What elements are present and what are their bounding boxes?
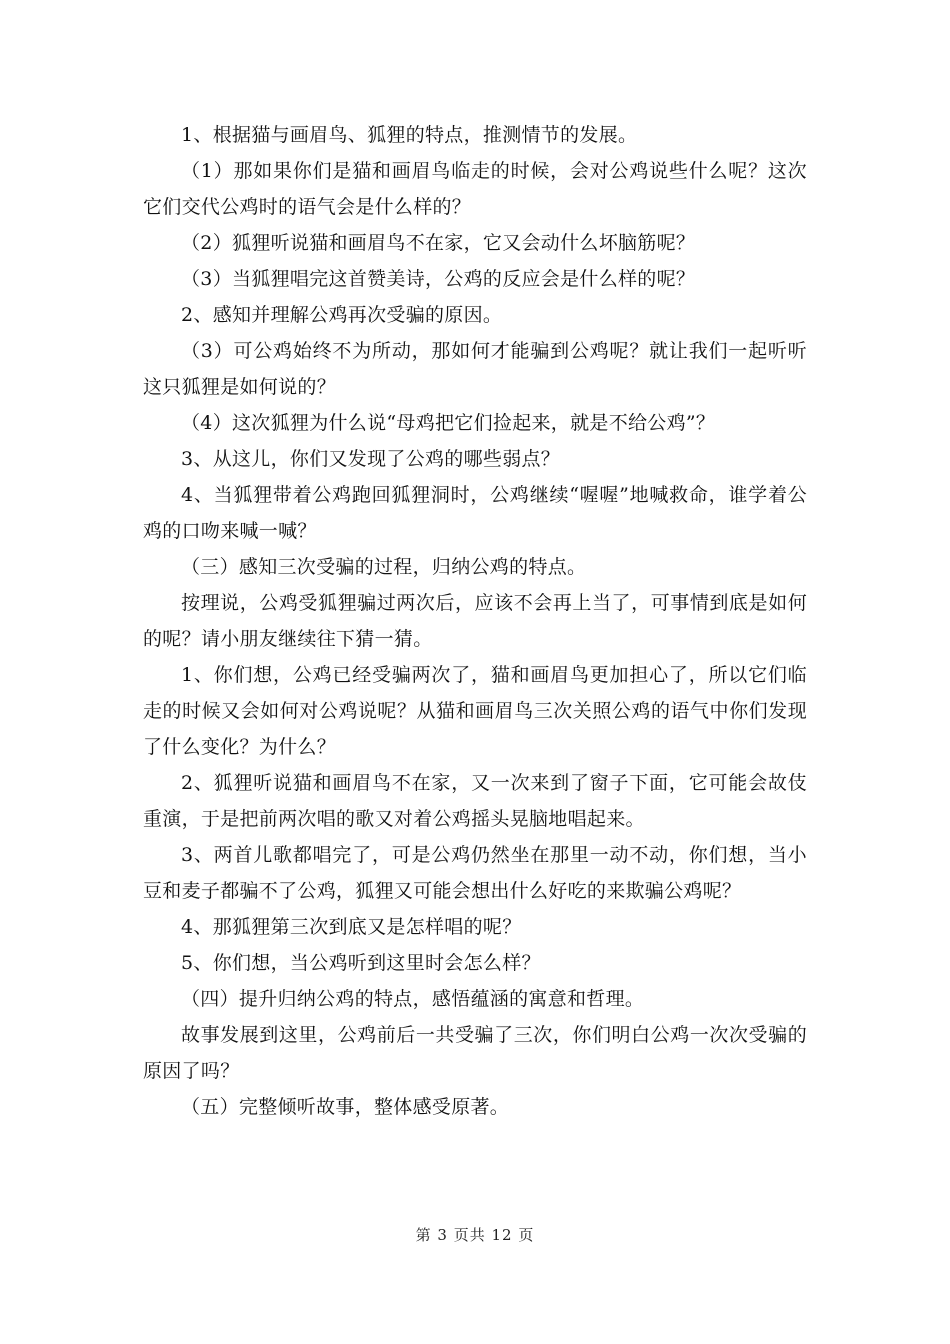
paragraph: 1、你们想，公鸡已经受骗两次了，猫和画眉鸟更加担心了，所以它们临走的时候又会如何对公鸡说呢？从猫和画眉鸟三次关照公鸡的语气中你们发现了什么变化？为什么？ <box>143 664 807 758</box>
paragraph: 5、你们想，当公鸡听到这里时会怎么样？ <box>181 952 541 974</box>
document-body <box>143 117 807 1125</box>
paragraph: （2）狐狸听说猫和画眉鸟不在家，它又会动什么坏脑筋呢？ <box>181 232 696 254</box>
paragraph: （三）感知三次受骗的过程，归纳公鸡的特点。 <box>181 556 587 578</box>
paragraph: 2、狐狸听说猫和画眉鸟不在家，又一次来到了窗子下面，它可能会故伎重演，于是把前两次唱的歌又对着公鸡摇头晃脑地唱起来。 <box>143 772 807 830</box>
paragraph: 4、当狐狸带着公鸡跑回狐狸洞时，公鸡继续“喔喔”地喊救命，谁学着公鸡的口吻来喊一喊？ <box>143 484 807 542</box>
paragraph: 1、根据猫与画眉鸟、狐狸的特点，推测情节的发展。 <box>181 124 638 146</box>
paragraph: 4、那狐狸第三次到底又是怎样唱的呢？ <box>181 916 522 938</box>
paragraph: 故事发展到这里，公鸡前后一共受骗了三次，你们明白公鸡一次次受骗的原因了吗？ <box>143 1024 807 1082</box>
paragraph: 3、两首儿歌都唱完了，可是公鸡仍然坐在那里一动不动，你们想，当小豆和麦子都骗不了公鸡，狐狸又可能会想出什么好吃的来欺骗公鸡呢？ <box>143 844 807 902</box>
paragraph: 按理说，公鸡受狐狸骗过两次后，应该不会再上当了，可事情到底是如何的呢？请小朋友继续往下猜一猜。 <box>143 592 807 650</box>
paragraph: （3）可公鸡始终不为所动，那如何才能骗到公鸡呢？就让我们一起听听这只狐狸是如何说的？ <box>143 340 807 398</box>
paragraph: （4）这次狐狸为什么说“母鸡把它们捡起来，就是不给公鸡”？ <box>181 412 716 434</box>
paragraph: 2、感知并理解公鸡再次受骗的原因。 <box>181 304 503 326</box>
paragraph: （五）完整倾听故事，整体感受原著。 <box>181 1096 510 1118</box>
paragraph: （3）当狐狸唱完这首赞美诗，公鸡的反应会是什么样的呢？ <box>181 268 696 290</box>
paragraph: （四）提升归纳公鸡的特点，感悟蕴涵的寓意和哲理。 <box>181 988 645 1010</box>
paragraph: （1）那如果你们是猫和画眉鸟临走的时候，会对公鸡说些什么呢？这次它们交代公鸡时的语气会是什么样的？ <box>143 160 807 218</box>
page-number-footer: 第 3 页共 12 页 <box>415 1226 535 1244</box>
paragraph: 3、从这儿，你们又发现了公鸡的哪些弱点？ <box>181 448 561 470</box>
